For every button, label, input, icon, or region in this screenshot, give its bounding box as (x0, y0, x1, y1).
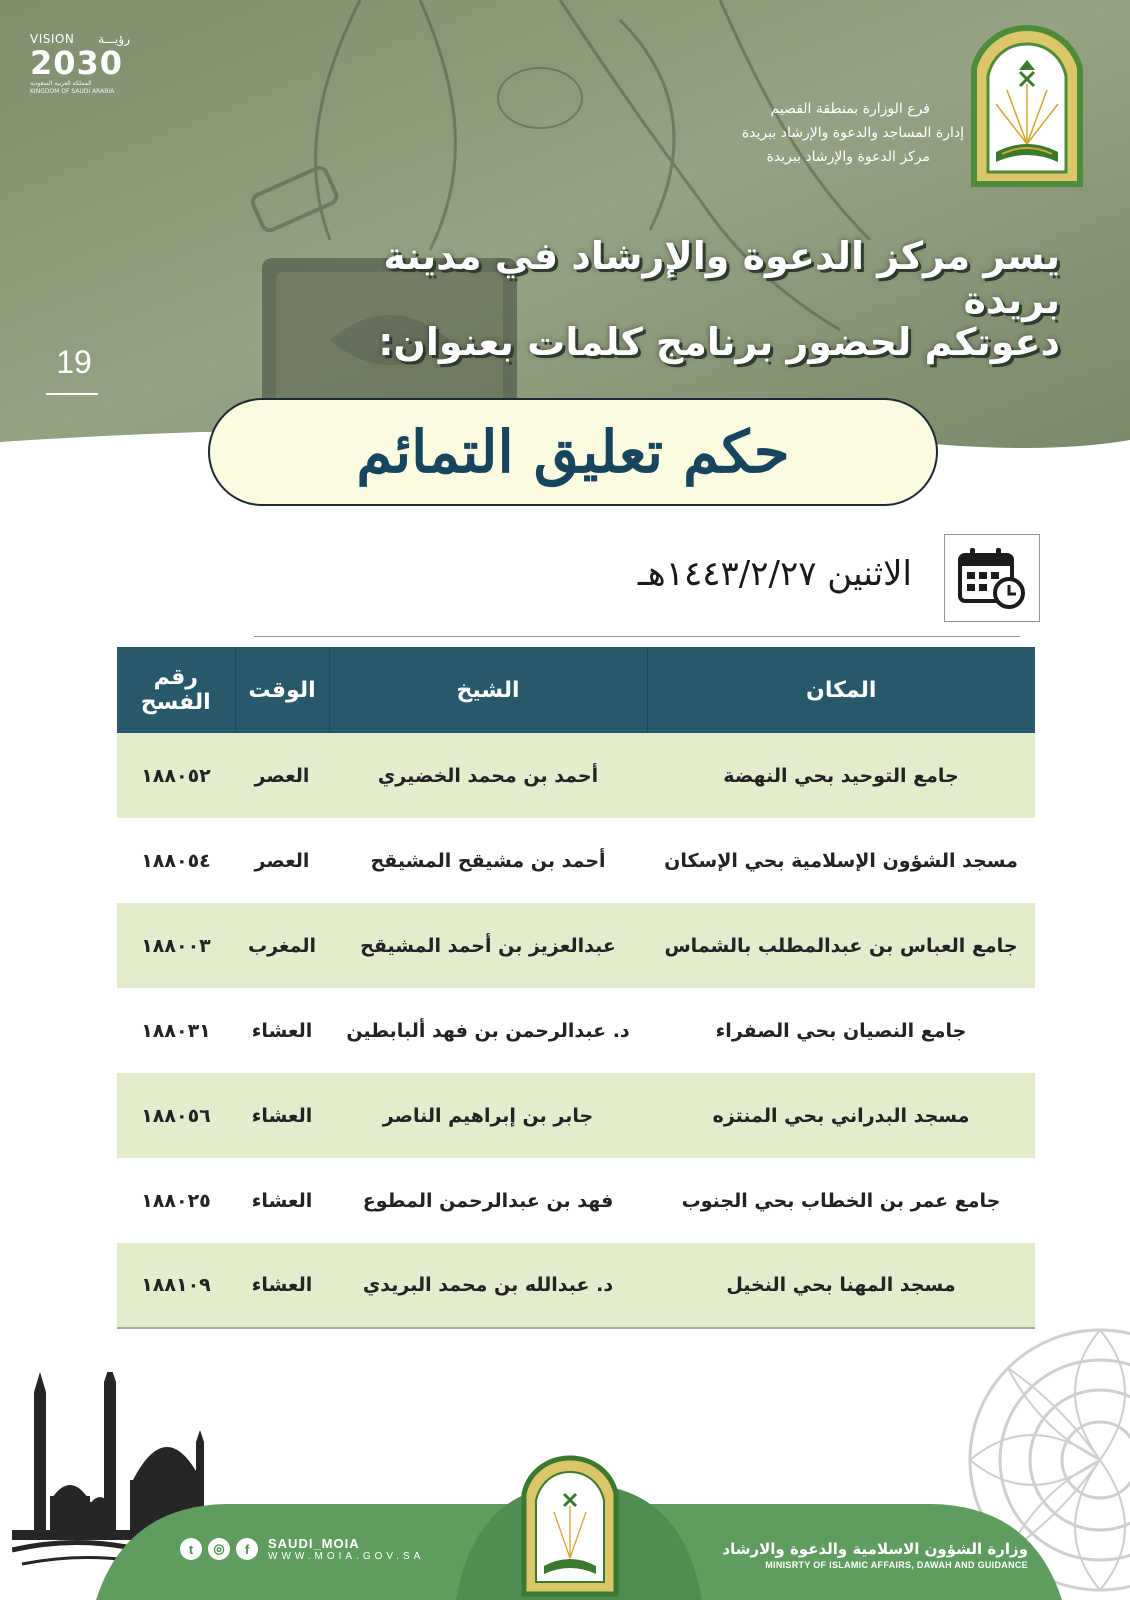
date-row (340, 530, 1040, 620)
cell-sheikh: عبدالعزيز بن أحمد المشيقح (329, 903, 647, 988)
table-row (117, 988, 1035, 1073)
table-header-row (117, 647, 1035, 733)
instagram-icon[interactable]: ◎ (208, 1538, 230, 1560)
twitter-icon[interactable]: t (180, 1538, 202, 1560)
cell-place: جامع التوحيد بحي النهضة (647, 733, 1035, 818)
program-title: حكم تعليق التمائم (356, 418, 790, 486)
cell-time: العشاء (235, 1158, 329, 1243)
table-row (117, 903, 1035, 988)
cell-room: ١٨٨٠٥٤ (117, 818, 235, 903)
cell-time: العصر (235, 733, 329, 818)
vision-2030-logo (30, 32, 130, 96)
cell-place: جامع عمر بن الخطاب بحي الجنوب (647, 1158, 1035, 1243)
table-row (117, 1158, 1035, 1243)
cell-sheikh: أحمد بن محمد الخضيري (329, 733, 647, 818)
cell-sheikh: د. عبدالرحمن بن فهد ألبابطين (329, 988, 647, 1073)
org-line-1: فرع الوزارة بمنطقة القصيم (770, 101, 930, 117)
cell-place: مسجد البدراني بحي المنتزه (647, 1073, 1035, 1158)
footer-ministry (722, 1540, 1028, 1570)
schedule-table (117, 647, 1035, 1329)
program-title-banner (208, 398, 938, 506)
page-number-underline (46, 393, 98, 395)
ministry-name-en: MINISRTY OF ISLAMIC AFFAIRS, DAWAH AND GUIDANCE (765, 1560, 1028, 1570)
headline-line-1: يسر مركز الدعوة والإرشاد في مدينة بريدة (383, 234, 1060, 322)
headline-line-2: دعوتكم لحضور برنامج كلمات بعنوان: (378, 320, 1060, 364)
cell-sheikh: فهد بن عبدالرحمن المطوع (329, 1158, 647, 1243)
event-date: الاثنين ١٤٤٣/٢/٢٧هـ (637, 554, 912, 594)
footer-handles (268, 1536, 424, 1562)
cell-place: مسجد الشؤون الإسلامية بحي الإسكان (647, 818, 1035, 903)
cell-sheikh: جابر بن إبراهيم الناصر (329, 1073, 647, 1158)
ministry-name-ar: وزارة الشؤون الاسلامية والدعوة والارشاد (722, 1540, 1028, 1558)
cell-room: ١٨٨١٠٩ (117, 1243, 235, 1328)
cell-room: ١٨٨٠٥٦ (117, 1073, 235, 1158)
calendar-box (944, 534, 1040, 622)
cell-place: جامع النصيان بحي الصفراء (647, 988, 1035, 1073)
cell-room: ١٨٨٠٠٣ (117, 903, 235, 988)
cell-time: العشاء (235, 1073, 329, 1158)
website-link[interactable]: WWW.MOIA.GOV.SA (268, 1551, 425, 1562)
org-line-2: إدارة المساجد والدعوة والإرشاد ببريدة (741, 125, 964, 141)
cell-sheikh: د. عبدالله بن محمد البريدي (329, 1243, 647, 1328)
header-room: رقم الفسح (117, 647, 235, 733)
table-row (117, 733, 1035, 818)
social-handle[interactable]: SAUDI_MOIA (268, 1536, 360, 1551)
cell-place: مسجد المهنا بحي النخيل (647, 1243, 1035, 1328)
header-time: الوقت (235, 647, 329, 733)
vision-year: 2030 (30, 44, 124, 82)
table-row (117, 1073, 1035, 1158)
date-divider (254, 636, 1020, 637)
social-icons (180, 1538, 258, 1560)
cell-time: العشاء (235, 1243, 329, 1328)
cell-sheikh: أحمد بن مشيقح المشيقح (329, 818, 647, 903)
footer-social (180, 1536, 424, 1562)
vision-kingdom-en: KINGDOM OF SAUDI ARABIA (30, 88, 115, 95)
facebook-icon[interactable]: f (236, 1538, 258, 1560)
cell-time: العشاء (235, 988, 329, 1073)
calendar-clock-icon (957, 545, 1027, 611)
org-line-3: مركز الدعوة والإرشاد ببريدة (766, 149, 930, 165)
page-number: 19 (56, 344, 92, 380)
ministry-emblem-footer-icon (516, 1454, 624, 1598)
cell-place: جامع العباس بن عبدالمطلب بالشماس (647, 903, 1035, 988)
cell-room: ١٨٨٠٢٥ (117, 1158, 235, 1243)
ministry-emblem-icon (962, 24, 1092, 189)
table-row (117, 818, 1035, 903)
cell-time: العصر (235, 818, 329, 903)
cell-time: المغرب (235, 903, 329, 988)
organization-lines (610, 97, 964, 169)
cell-room: ١٨٨٠٣١ (117, 988, 235, 1073)
vision-label-en: VISION (30, 32, 75, 46)
vision-label-ar: رؤيـــة (98, 32, 130, 46)
header-sheikh: الشيخ (329, 647, 647, 733)
cell-room: ١٨٨٠٥٢ (117, 733, 235, 818)
header-place: المكان (647, 647, 1035, 733)
vision-kingdom-ar: المملكة العربية السعودية (30, 80, 92, 87)
table-row (117, 1243, 1035, 1328)
